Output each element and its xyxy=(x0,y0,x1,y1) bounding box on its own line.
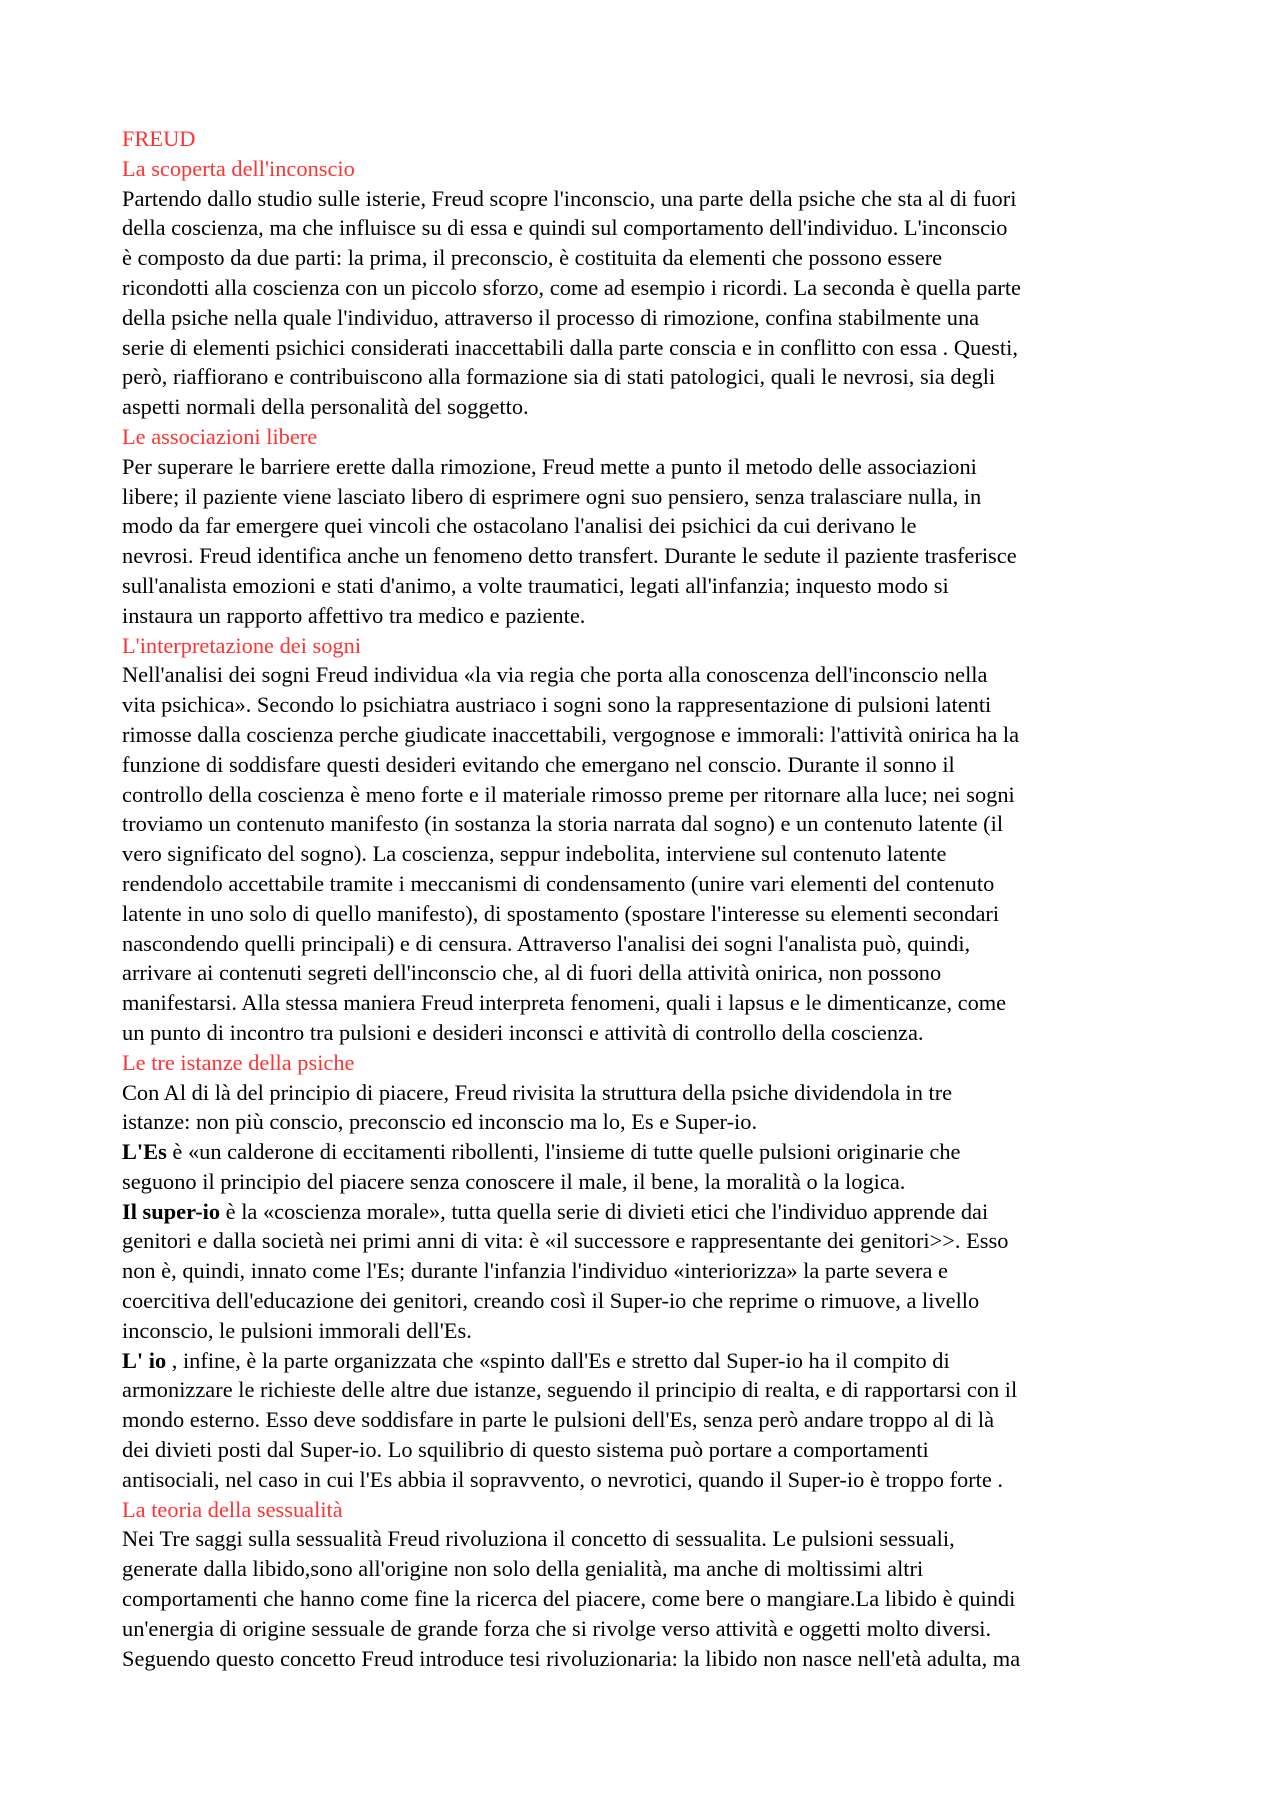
section-text-associazioni: Per superare le barriere erette dalla rimozione, Freud mette a punto il metodo delle associazioni libere; il paziente viene lasciato libero di esprimere ogni suo pensiero, senza tralasciare nulla, in modo da far emergere quei vincoli che ostacolano l'analisi dei psichici da cui derivano le nevrosi. Freud identifica anche un fenomeno detto transfert. Durante le sedute il paziente trasferisce sull'analista emozioni e stati d'animo, a volte traumatici, legati all'infanzia; inquesto modo si instaura un rapporto affettivo tra medico e paziente. xyxy=(122,453,1017,628)
paragraph-superio xyxy=(122,1197,1172,1346)
document-title: FREUD xyxy=(122,126,196,151)
text-es: è «un calderone di eccitamenti ribollenti, l'insieme di tutte quelle pulsioni originarie che seguono il principio del piacere senza conoscere il male, il bene, la moralità o la logica. xyxy=(122,1139,961,1194)
section-heading-istanze: Le tre istanze della psiche xyxy=(122,1049,355,1075)
section-heading-inconscio: La scoperta dell'inconscio xyxy=(122,155,355,181)
term-es: L'Es xyxy=(122,1139,167,1165)
text-io: , infine, è la parte organizzata che «spinto dall'Es e stretto dal Super-io ha il compito di armonizzare le richieste delle altre due istanze, seguendo il principio di realta, e di rapportarsi con il mondo esterno. Esso deve soddisfare in parte le pulsioni dell'Es, senza però andare troppo al di là dei divieti posti dal Super-io. Lo squilibrio di questo sistema può portare a comportamenti antisociali, nel caso in cui l'Es abbia il sopravvento, o nevrotici, quando il Super-io è troppo forte . xyxy=(122,1347,1018,1492)
paragraph-io xyxy=(122,1346,1172,1495)
section-heading-sessualita: La teoria della sessualità xyxy=(122,1496,343,1522)
section-heading-sogni: L'interpretazione dei sogni xyxy=(122,632,362,658)
section-text-inconscio: Partendo dallo studio sulle isterie, Freud scopre l'inconscio, una parte della psiche che sta al di fuori della coscienza, ma che influisce su di essa e quindi sul comportamento dell'individuo. L'inconscio è composto da due parti: la prima, il preconscio, è costituita da elementi che possono essere ricondotti alla coscienza con un piccolo sforzo, come ad esempio i ricordi. La seconda è quella parte della psiche nella quale l'individuo, attraverso il processo di rimozione, confina stabilmente una serie di elementi psichici considerati inaccettabili dalla parte conscia e in conflitto con essa . Questi, però, riaffiorano e contribuiscono alla formazione sia di stati patologici, quali le nevrosi, sia degli aspetti normali della personalità del soggetto. xyxy=(122,185,1021,420)
section-heading-associazioni: Le associazioni libere xyxy=(122,423,318,449)
section-text-sessualita: Nei Tre saggi sulla sessualità Freud rivoluziona il concetto di sessualita. Le pulsioni sessuali, generate dalla libido,sono all'origine non solo della genialità, ma anche di moltissimi altri comportamenti che hanno come fine la ricerca del piacere, come bere o mangiare.La libido è quindi un'energia di origine sessuale de grande forza che si rivolge verso attività e oggetti molto diversi. Seguendo questo concetto Freud introduce tesi rivoluzionaria: la libido non nasce nell'età adulta, ma xyxy=(122,1526,1021,1671)
section-text-istanze-intro: Con Al di là del principio di piacere, Freud rivisita la struttura della psiche dividendola in tre istanze: non più conscio, preconscio ed inconscio ma lo, Es e Super-io. xyxy=(122,1079,953,1135)
term-superio: Il super-io xyxy=(122,1198,221,1224)
paragraph-es xyxy=(122,1137,1172,1197)
text-superio: è la «coscienza morale», tutta quella serie di divieti etici che l'individuo apprende dai genitori e dalla società nei primi anni di vita: è «il successore e rappresentante dei genitori>>. Esso non è, quindi, innato come l'Es; durante l'infanzia l'individuo «interiorizza» la parte severa e coercitiva dell'educazione dei genitori, creando così il Super-io che reprime o rimuove, a livello inconscio, le pulsioni immorali dell'Es. xyxy=(122,1198,1009,1343)
section-text-sogni: Nell'analisi dei sogni Freud individua «la via regia che porta alla conoscenza dell'inconscio nella vita psichica». Secondo lo psichiatra austriaco i sogni sono la rappresentazione di pulsioni latenti rimosse dalla coscienza perche giudicate inaccettabili, vergognose e immorali: l'attività onirica ha la funzione di soddisfare questi desideri evitando che emergano nel conscio. Durante il sonno il controllo della coscienza è meno forte e il materiale rimosso preme per ritornare alla luce; nei sogni troviamo un contenuto manifesto (in sostanza la storia narrata dal sogno) e un contenuto latente (il vero significato del sogno). La coscienza, seppur indebolita, interviene sul contenuto latente rendendolo accettabile tramite i meccanismi di condensamento (unire vari elementi del contenuto latente in uno solo di quello manifesto), di spostamento (spostare l'interesse su elementi secondari nascondendo quelli principali) e di censura. Attraverso l'analisi dei sogni l'analista può, quindi, arrivare ai contenuti segreti dell'inconscio che, al di fuori della attività onirica, non possono manifestarsi. Alla stessa maniera Freud interpreta fenomeni, quali i lapsus e le dimenticanze, come un punto di incontro tra pulsioni e desideri inconsci e attività di controllo della coscienza. xyxy=(122,662,1020,1045)
term-io: L' io xyxy=(122,1347,167,1373)
document-page xyxy=(122,124,1172,1673)
